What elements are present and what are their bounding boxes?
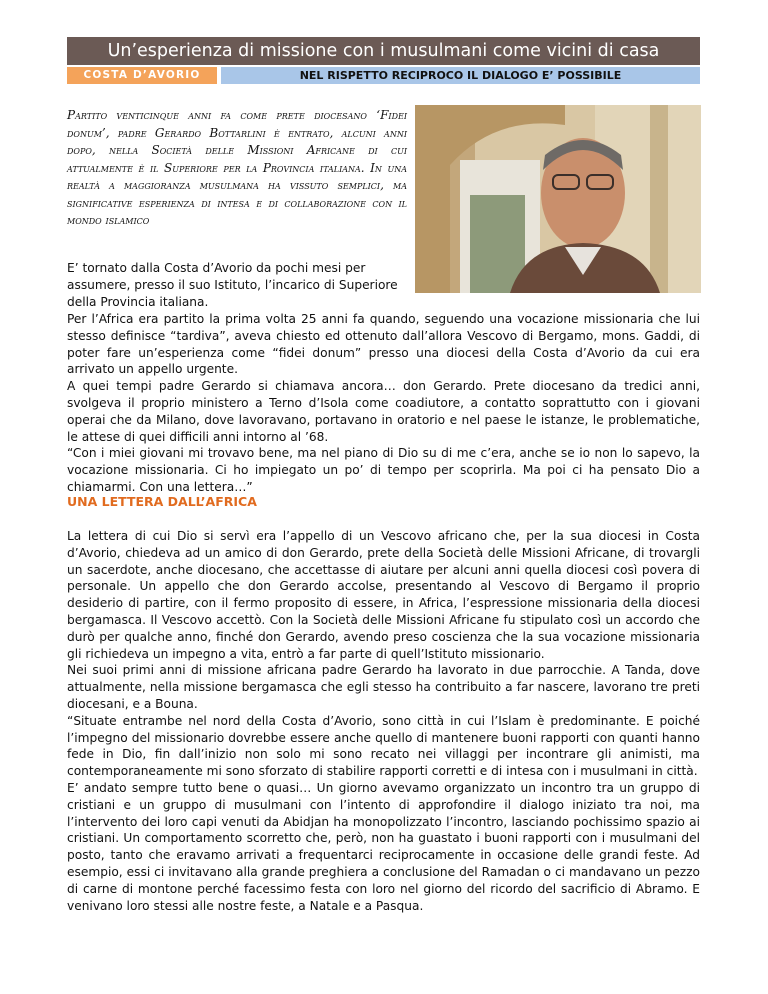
country-tag: COSTA D’AVORIO — [67, 67, 217, 84]
paragraph: La lettera di cui Dio si servì era l’appello di un Vescovo africano che, per la sua diocesi in Costa d’Avorio, chiedeva ad un amico di don Gerardo, prete della Società delle Missioni Africane, di trovargli un sacerdote, anche diocesano, che accettasse di aiutare per alcuni anni quella diocesi così povera di personale. Un appello che don Gerardo accolse, presentando al Vescovo di Bergamo il proprio desiderio di partire, con il fermo proposito di essere, in Africa, l’espressione missionaria della diocesi bergamasca. Il Vescovo accettò. Con la Società delle Missioni Africane fu stipulato così un accordo che durò per qualche anno, finché don Gerardo, avendo preso coscienza che la sua vocazione missionaria gli richiedeva un impegno a vita, entrò a far parte di quell’Istituto missionario. — [67, 529, 700, 661]
intro-paragraph: E’ tornato dalla Costa d’Avorio da pochi mesi per assumere, presso il suo Istituto, l’incarico di Superiore della Provincia italiana. — [67, 261, 398, 309]
body-section-2 — [67, 528, 700, 914]
paragraph: E’ andato sempre tutto bene o quasi… Un giorno avevamo organizzato un incontro tra un gruppo di cristiani e un gruppo di musulmani con l’intento di approfondire il dialogo iniziato tra noi, ma l’intervento dei loro capi venuti da Abidjan ha monopolizzato l’incontro, lasciando pochissimo spazio ai cristiani. Un comportamento scorretto che, però, non ha guastato i buoni rapporti con i musulmani del posto, tanto che eravamo arrivati a frequentarci reciprocamente in occasione delle grandi feste. Ad esempio, essi ci invitavano alla grande preghiera a conclusione del Ramadan o ci mandavano un pezzo di carne di montone perché facessimo festa con loro nel giorno del ricordo del sacrificio di Abramo. E venivano loro stessi alle nostre feste, a Natale e a Pasqua. — [67, 780, 700, 913]
lead-paragraph: Partito venticinque anni fa come prete diocesano ‘Fidei donum’, padre Gerardo Bottarlini è entrato, alcuni anni dopo, nella Società delle Missioni Africane di cui attualmente è il Superiore per la Provincia italiana. In una realtà a maggioranza musulmana ha vissuto semplici, ma significative esperienza di intesa e di collaborazione con il mondo islamico — [67, 108, 407, 227]
article-subheading: NEL RISPETTO RECIPROCO IL DIALOGO E’ POSSIBILE — [221, 67, 700, 84]
paragraph: Nei suoi primi anni di missione africana padre Gerardo ha lavorato in due parrocchie. A Tanda, dove attualmente, nella missione bergamasca che egli stesso ha contribuito a far nascere, lavorano tre preti diocesani, e a Bouna. — [67, 663, 700, 711]
paragraph: “Con i miei giovani mi trovavo bene, ma nel piano di Dio su di me c’era, anche se io non lo sapevo, la vocazione missionaria. Ci ho impiegato un po’ di tempo per scoprirla. Ma poi ci ha pensato Dio a chiamarmi. Con una lettera…” — [67, 446, 700, 494]
paragraph: Per l’Africa era partito la prima volta 25 anni fa quando, seguendo una vocazione missionaria che lui stesso definisce “tardiva”, aveva chiesto ed ottenuto dall’allora Vescovo di Bergamo, mons. Gaddi, di poter fare un’esperienza come “fidei donum” presso una diocesi della Costa d’Avorio da cui era arrivato un appello urgente. — [67, 312, 700, 377]
portrait-photo — [415, 105, 701, 293]
paragraph: A quei tempi padre Gerardo si chiamava ancora… don Gerardo. Prete diocesano da tredici anni, svolgeva il proprio ministero a Terno d’Isola come coadiutore, a contatto soprattutto con i giovani operai che da Milano, dove lavoravano, portavano in oratorio e nel paese le istanze, le problematiche, le attese di quei difficili anni intorno al ’68. — [67, 379, 700, 444]
body-section-1 — [67, 311, 700, 496]
section-heading: UNA LETTERA DALL’AFRICA — [67, 494, 257, 509]
article-banner: Un’esperienza di missione con i musulmani come vicini di casa — [67, 37, 700, 65]
paragraph: “Situate entrambe nel nord della Costa d’Avorio, sono città in cui l’Islam è predominante. E poiché l’impegno del missionario dovrebbe essere anche quello di mantenere buoni rapporti con quanti hanno fede in Dio, fin dall’inizio non solo mi sono recato nei villaggi per incontrare gli animisti, ma contemporaneamente mi sono sforzato di stabilire rapporti corretti e di intesa con i musulmani in città. — [67, 713, 700, 779]
